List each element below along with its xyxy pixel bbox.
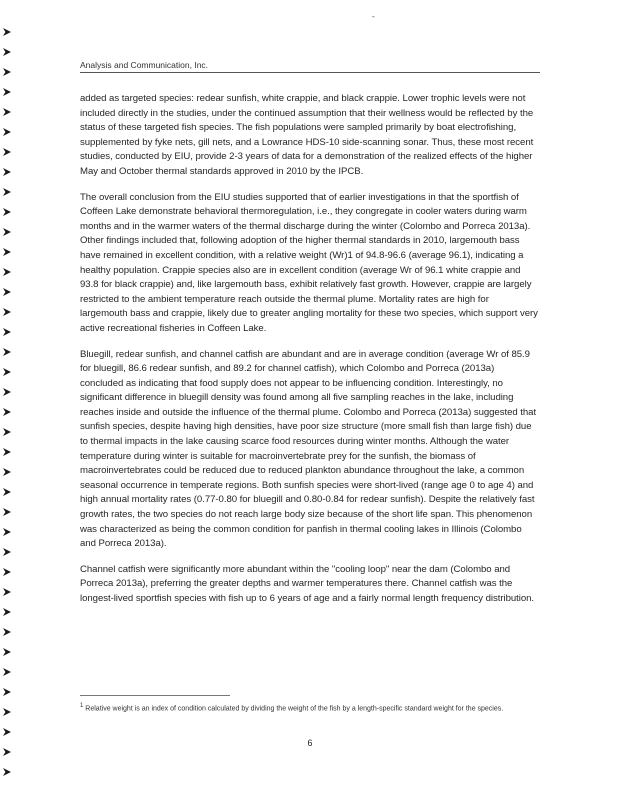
footnote-text: Relative weight is an index of condition calculated by dividing the weight of the fish by a length-specific standard weight for the species. (85, 705, 504, 713)
binding-hole (3, 208, 11, 216)
binding-hole (3, 708, 11, 716)
footnote-divider (80, 695, 230, 696)
binding-hole (3, 728, 11, 736)
binding-hole (3, 388, 11, 396)
paragraph-4: Channel catfish were significantly more abundant within the "cooling loop" near the dam (Colombo and Porreca 2013a), preferring the greater depths and warmer temperatures there. Channel catfish was the longest-lived sportfish species with fish up to 6 years of age and a fairly normal length frequency distribution. (80, 563, 535, 604)
binding-hole (3, 548, 11, 556)
binding-hole (3, 448, 11, 456)
footnote (80, 701, 538, 714)
binding-hole (3, 608, 11, 616)
body-text (80, 92, 538, 618)
binding-hole (3, 488, 11, 496)
binding-hole (3, 668, 11, 676)
page-number: 6 (307, 738, 313, 748)
binding-hole (3, 328, 11, 336)
binding-hole (3, 288, 11, 296)
footnote-marker: 1 (80, 703, 84, 709)
binding-hole (3, 28, 11, 36)
binding-hole (3, 168, 11, 176)
binding-hole (3, 508, 11, 516)
binding-hole (3, 428, 11, 436)
binding-hole (3, 108, 11, 116)
header-divider (80, 72, 540, 73)
binding-hole (3, 628, 11, 636)
paragraph-2: The overall conclusion from the EIU studies supported that of earlier investigations in that the sportfish of Coffeen Lake demonstrate behavioral thermoregulation, i.e., they congregate in cooler waters during warm months and in the warmer waters of the thermal discharge during the winter (Colombo and Porreca 2013a). Other findings included that, following adoption of the higher thermal standards in 2010, largemouth bass have remained in excellent condition, with a relative weight (Wr)1 of 94.8-96.6 (average 96.1), indicating a healthy population. Crappie species also are in excellent condition (average Wr of 96.1 white crappie and 93.8 for black crappie) and, like largemouth bass, exhibit relatively fast growth. However, crappie are largely restricted to the ambient temperature reach outside the thermal plume. Mortality rates are high for largemouth bass and crappie, likely due to greater angling mortality for these two species, which support very active recreational fisheries in Coffeen Lake. (80, 191, 538, 334)
binding-hole (3, 468, 11, 476)
binding-hole (3, 748, 11, 756)
binding-hole (3, 648, 11, 656)
binding-hole (3, 528, 11, 536)
paragraph-1: added as targeted species: redear sunfish, white crappie, and black crappie. Lower trophic levels were not included directly in the studies, under the continued assumption that their wellness would be reflected by the status of these targeted fish species. The fish populations were sampled primarily by boat electrofishing, supplemented by fyke nets, gill nets, and a Lowrance HDS-10 side-scanning sonar. Thus, these most recent studies, conducted by EIU, provide 2-3 years of data for a demonstration of the realized effects of the higher May and October thermal standards approved in 2010 by the IPCB. (80, 93, 534, 177)
binding-hole (3, 588, 11, 596)
binding-hole (3, 348, 11, 356)
binding-hole (3, 88, 11, 96)
top-mark: - (372, 12, 375, 21)
binding-hole (3, 308, 11, 316)
binding-hole (3, 268, 11, 276)
binding-holes (3, 28, 15, 788)
binding-hole (3, 48, 11, 56)
binding-hole (3, 68, 11, 76)
binding-hole (3, 188, 11, 196)
binding-hole (3, 368, 11, 376)
binding-hole (3, 248, 11, 256)
binding-hole (3, 688, 11, 696)
binding-hole (3, 408, 11, 416)
paragraph-3: Bluegill, redear sunfish, and channel catfish are abundant and are in average condition (average Wr of 85.9 for bluegill, 86.6 redear sunfish, and 89.2 for channel catfish), which Colombo and Porreca (2013a) concluded as indicating that food supply does not appear to be influencing condition. Interestingly, no significant difference in bluegill density was found among all five sampling reaches in the lake, including reaches inside and outside the influence of the thermal plume. Colombo and Porreca (2013a) suggested that sunfish species, despite having high densities, have poor size structure (more small fish than large fish) due to thermal impacts in the lake causing scarce food resources during winter months. Although the water temperature during winter is suitable for macroinvertebrate prey for the sunfish, the biomass of macroinvertebrates could be reduced due to reduced plankton abundance throughout the lake, a common seasonal occurrence in temperate regions. Both sunfish species were short-lived (range age 0 to age 4) and high annual mortality rates (0.77-0.80 for bluegill and 0.80-0.84 for redear sunfish). Despite the relatively fast growth rates, the two species do not reach large body size because of the short life span. This phenomenon was characterized as being the common condition for panfish in thermal cooling lakes in Illinois (Colombo and Porreca 2013a). (80, 348, 537, 550)
binding-hole (3, 768, 11, 776)
binding-hole (3, 228, 11, 236)
binding-hole (3, 568, 11, 576)
page-header: Analysis and Communication, Inc. (80, 60, 209, 70)
binding-hole (3, 148, 11, 156)
binding-hole (3, 128, 11, 136)
